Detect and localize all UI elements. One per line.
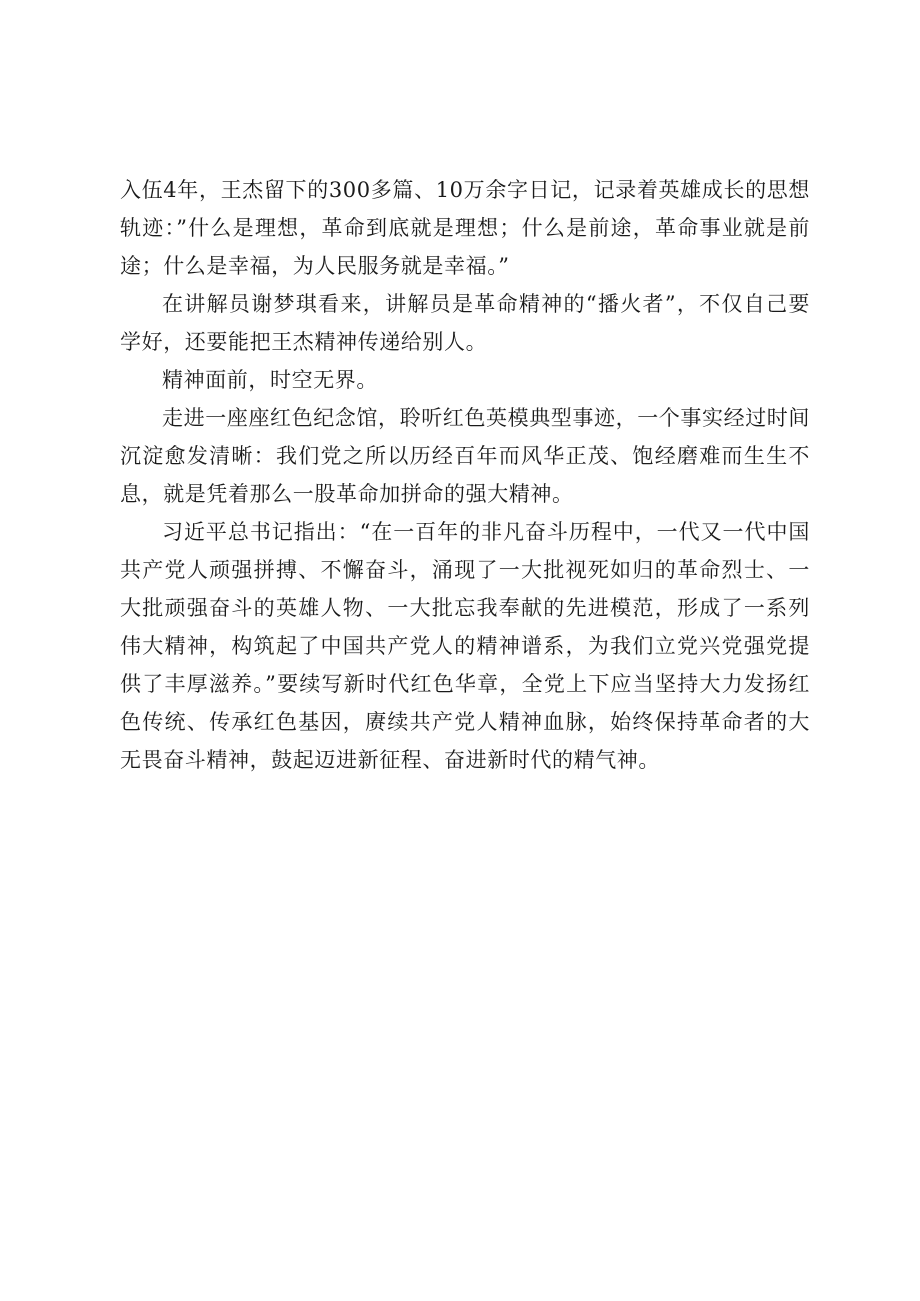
- paragraph-quote: 习近平总书记指出：“在一百年的非凡奋斗历程中，一代又一代中国共产党人顽强拼搏、不懈奋斗，涌现了一大批视死如归的革命烈士、一大批顽强奋斗的英雄人物、一大批忘我奉献的先进模范，形成了一系列伟大精神，构筑起了中国共产党人的精神谱系，为我们立党兴党强党提供了丰厚滋养。”要续写新时代红色华章，全党上下应当坚持大力发扬红色传统、传承红色基因，赓续共产党人精神血脉，始终保持革命者的大无畏奋斗精神，鼓起迈进新征程、奋进新时代的精气神。: [120, 520, 810, 772]
- paragraph-guide: 在讲解员谢梦琪看来，讲解员是革命精神的“播火者”，不仅自己要学好，还要能把王杰精神传递给别人。: [120, 292, 811, 354]
- document-page: [120, 171, 810, 779]
- paragraph-diary: 入伍4年，王杰留下的300多篇、10万余字日记，记录着英雄成长的思想轨迹：”什么是理想，革命到底就是理想；什么是前途，革命事业就是前途；什么是幸福，为人民服务就是幸福。”: [120, 178, 810, 278]
- paragraph-memorial: 走进一座座红色纪念馆，聆听红色英模典型事迹，一个事实经过时间沉淀愈发清晰：我们党之所以历经百年而风华正茂、饱经磨难而生生不息，就是凭着那么一股革命加拼命的强大精神。: [120, 406, 810, 506]
- paragraph-spirit: 精神面前，时空无界。: [162, 368, 378, 392]
